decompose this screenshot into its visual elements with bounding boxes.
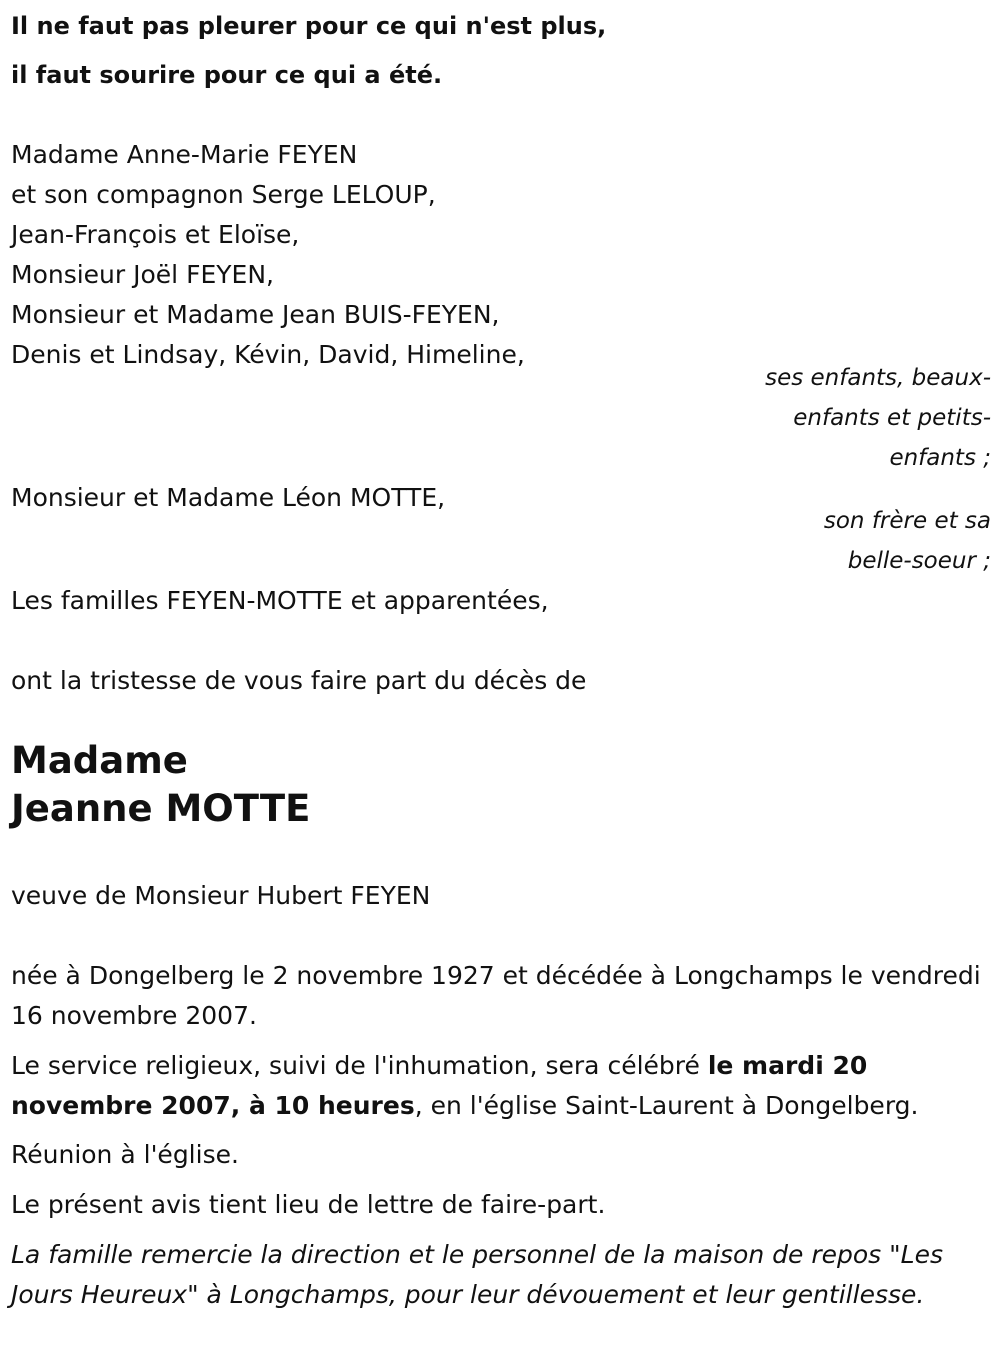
service-text-after: , en l'église Saint-Laurent à Dongelberg.: [414, 1091, 919, 1120]
families-line: Les familles FEYEN-MOTTE et apparentées,: [11, 586, 549, 615]
family-line: Monsieur et Madame Jean BUIS-FEYEN,: [11, 300, 500, 329]
notice-info: Le présent avis tient lieu de lettre de faire-part.: [11, 1190, 606, 1219]
birth-death: née à Dongelberg le 2 novembre 1927 et décédée à Longchamps le vendredi 16 novembre 2007.: [11, 961, 981, 1030]
family-line: Madame Anne-Marie FEYEN: [11, 140, 358, 169]
relation-children: enfants ;: [889, 445, 991, 471]
widow-of: veuve de Monsieur Hubert FEYEN: [11, 881, 431, 910]
service-info: [11, 1046, 986, 1126]
family-line: Monsieur Joël FEYEN,: [11, 260, 274, 289]
brother-line: Monsieur et Madame Léon MOTTE,: [11, 483, 446, 512]
relation-brother: son frère et sa: [823, 508, 991, 534]
family-line: et son compagnon Serge LELOUP,: [11, 180, 436, 209]
announcement: ont la tristesse de vous faire part du décès de: [11, 666, 587, 695]
family-line: Jean-François et Eloïse,: [11, 220, 300, 249]
motto-line-1: Il ne faut pas pleurer pour ce qui n'est plus,: [11, 12, 607, 40]
relation-children: enfants et petits-: [793, 405, 991, 431]
service-date-time: le mardi 20 novembre 2007, à 10 heures: [11, 1051, 868, 1120]
deceased-title: Madame: [11, 739, 188, 782]
motto-line-2: il faut sourire pour ce qui a été.: [11, 61, 443, 89]
service-text-before: Le service religieux, suivi de l'inhumation, sera célébré: [11, 1051, 708, 1080]
meeting-info: Réunion à l'église.: [11, 1140, 239, 1169]
relation-brother: belle-soeur ;: [847, 548, 991, 574]
family-line: Denis et Lindsay, Kévin, David, Himeline,: [11, 340, 525, 369]
relation-children: ses enfants, beaux-: [765, 365, 991, 391]
deceased-name: Jeanne MOTTE: [11, 787, 311, 830]
thanks-paragraph: La famille remercie la direction et le personnel de la maison de repos "Les Jours Heureux" à Longchamps, pour leur dévouement et leur gentillesse.: [11, 1240, 943, 1309]
